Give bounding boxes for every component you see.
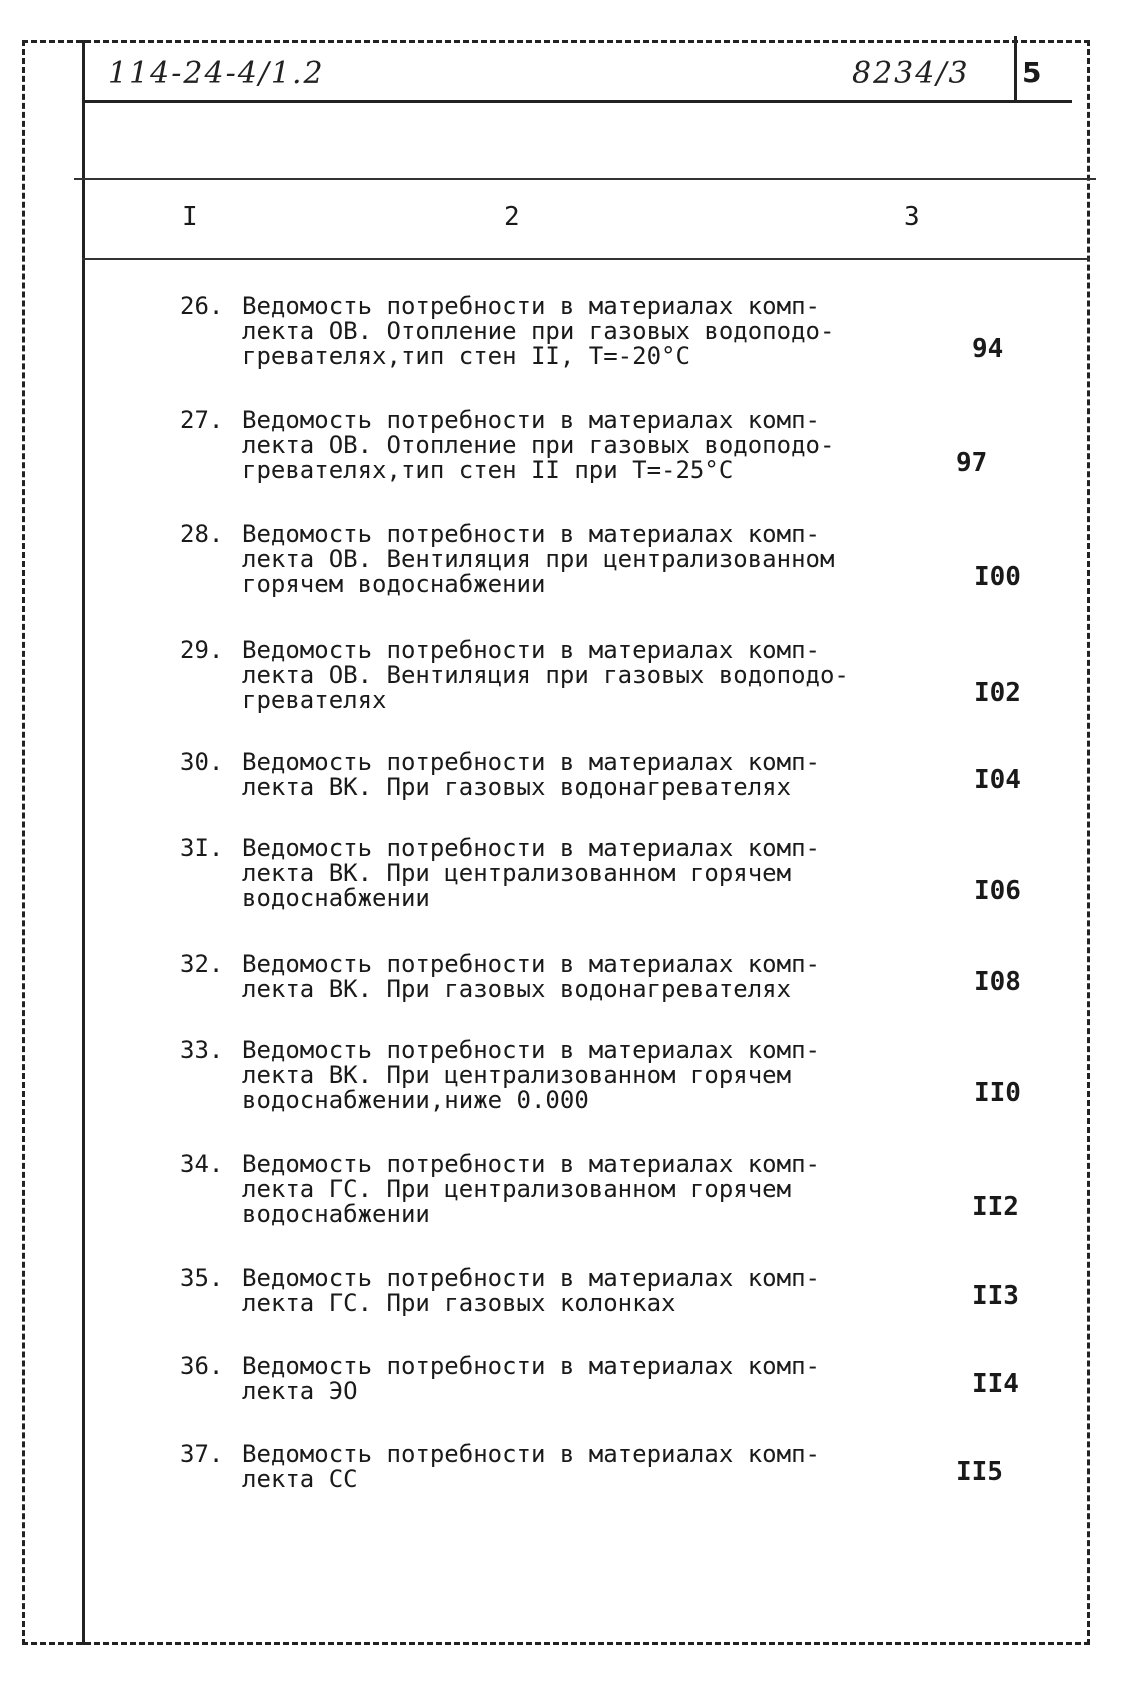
contents-entry <box>180 1442 920 1492</box>
entry-page-number: 94 <box>972 334 1004 364</box>
entry-title-line: лекта ВК. При централизованном горячем <box>242 859 792 887</box>
entry-number: 32. <box>180 950 224 978</box>
contents-entry <box>180 1152 920 1227</box>
entry-title-line: Ведомость потребности в материалах комп- <box>242 1150 820 1178</box>
archive-number: 8234/3 <box>852 56 970 91</box>
contents-entry <box>180 1038 920 1113</box>
entry-page-number: 97 <box>956 448 988 478</box>
entry-number: 35. <box>180 1264 224 1292</box>
entry-page-number: II5 <box>956 1457 1003 1487</box>
entry-title-line: гревателях,тип стен II при Т=-25°С <box>242 456 734 484</box>
entry-page-number: I06 <box>974 876 1021 906</box>
table-header-top-rule <box>74 178 1096 180</box>
contents-entry <box>180 836 920 911</box>
entry-title-line: лекта ЭО <box>242 1377 358 1405</box>
entry-title-line: лекта ОВ. Вентиляция при газовых водоподо- <box>242 661 849 689</box>
contents-entry <box>180 408 920 483</box>
entry-title-line: Ведомость потребности в материалах комп- <box>242 636 820 664</box>
table-header-bottom-rule <box>82 258 1090 260</box>
entry-page-number: I08 <box>974 967 1021 997</box>
entry-title-line: лекта ОВ. Отопление при газовых водоподо- <box>242 431 835 459</box>
entry-page-number: I04 <box>974 765 1021 795</box>
entry-title-line: Ведомость потребности в материалах комп- <box>242 748 820 776</box>
contents-entry <box>180 1266 920 1316</box>
binding-margin-line <box>82 40 85 1645</box>
entry-title-line: гревателях <box>242 686 387 714</box>
entry-number: 37. <box>180 1440 224 1468</box>
entry-title-line: горячем водоснабжении <box>242 570 546 598</box>
contents-entry <box>180 638 920 713</box>
entry-number: 29. <box>180 636 224 664</box>
entry-title-line: лекта СС <box>242 1465 358 1493</box>
header-divider <box>82 100 1072 103</box>
entry-page-number: I00 <box>974 562 1021 592</box>
entry-title-line: водоснабжении <box>242 1200 430 1228</box>
entry-title-line: гревателях,тип стен II, Т=-20°С <box>242 342 690 370</box>
entry-title-line: Ведомость потребности в материалах комп- <box>242 292 820 320</box>
entry-title-line: лекта ВК. При газовых водонагревателях <box>242 773 792 801</box>
document-code: 114-24-4/1.2 <box>108 56 325 91</box>
entry-number: 30. <box>180 748 224 776</box>
entry-page-number: II2 <box>972 1192 1019 1222</box>
contents-entry <box>180 522 920 597</box>
entry-title-line: лекта ОВ. Отопление при газовых водоподо- <box>242 317 835 345</box>
entry-title-line: Ведомость потребности в материалах комп- <box>242 1264 820 1292</box>
entry-page-number: II4 <box>972 1369 1019 1399</box>
entry-title-line: лекта ГС. При централизованном горячем <box>242 1175 792 1203</box>
contents-entry <box>180 952 920 1002</box>
entry-number: 27. <box>180 406 224 434</box>
contents-entry <box>180 294 920 369</box>
column-number-2: 2 <box>504 202 520 232</box>
contents-entry <box>180 1354 920 1404</box>
entry-title-line: Ведомость потребности в материалах комп- <box>242 520 820 548</box>
entry-number: 26. <box>180 292 224 320</box>
entry-title-line: лекта ГС. При газовых колонках <box>242 1289 676 1317</box>
entry-number: 34. <box>180 1150 224 1178</box>
entry-number: 28. <box>180 520 224 548</box>
entry-number: 36. <box>180 1352 224 1380</box>
entry-title-line: Ведомость потребности в материалах комп- <box>242 1352 820 1380</box>
entry-number: 3I. <box>180 834 224 862</box>
entry-title-line: Ведомость потребности в материалах комп- <box>242 1440 820 1468</box>
entry-title-line: лекта ОВ. Вентиляция при централизованном <box>242 545 835 573</box>
column-number-1: I <box>182 202 198 232</box>
column-number-3: 3 <box>904 202 920 232</box>
entry-title-line: Ведомость потребности в материалах комп- <box>242 1036 820 1064</box>
entry-title-line: водоснабжении,ниже 0.000 <box>242 1086 589 1114</box>
sheet-number-divider <box>1014 36 1017 100</box>
entry-title-line: лекта ВК. При газовых водонагревателях <box>242 975 792 1003</box>
contents-entry <box>180 750 920 800</box>
entry-page-number: II0 <box>974 1078 1021 1108</box>
entry-title-line: Ведомость потребности в материалах комп- <box>242 834 820 862</box>
sheet-number: 5 <box>1022 56 1042 89</box>
entry-title-line: лекта ВК. При централизованном горячем <box>242 1061 792 1089</box>
entry-title-line: Ведомость потребности в материалах комп- <box>242 406 820 434</box>
entry-page-number: I02 <box>974 678 1021 708</box>
entry-title-line: водоснабжении <box>242 884 430 912</box>
entry-page-number: II3 <box>972 1281 1019 1311</box>
entry-number: 33. <box>180 1036 224 1064</box>
entry-title-line: Ведомость потребности в материалах комп- <box>242 950 820 978</box>
